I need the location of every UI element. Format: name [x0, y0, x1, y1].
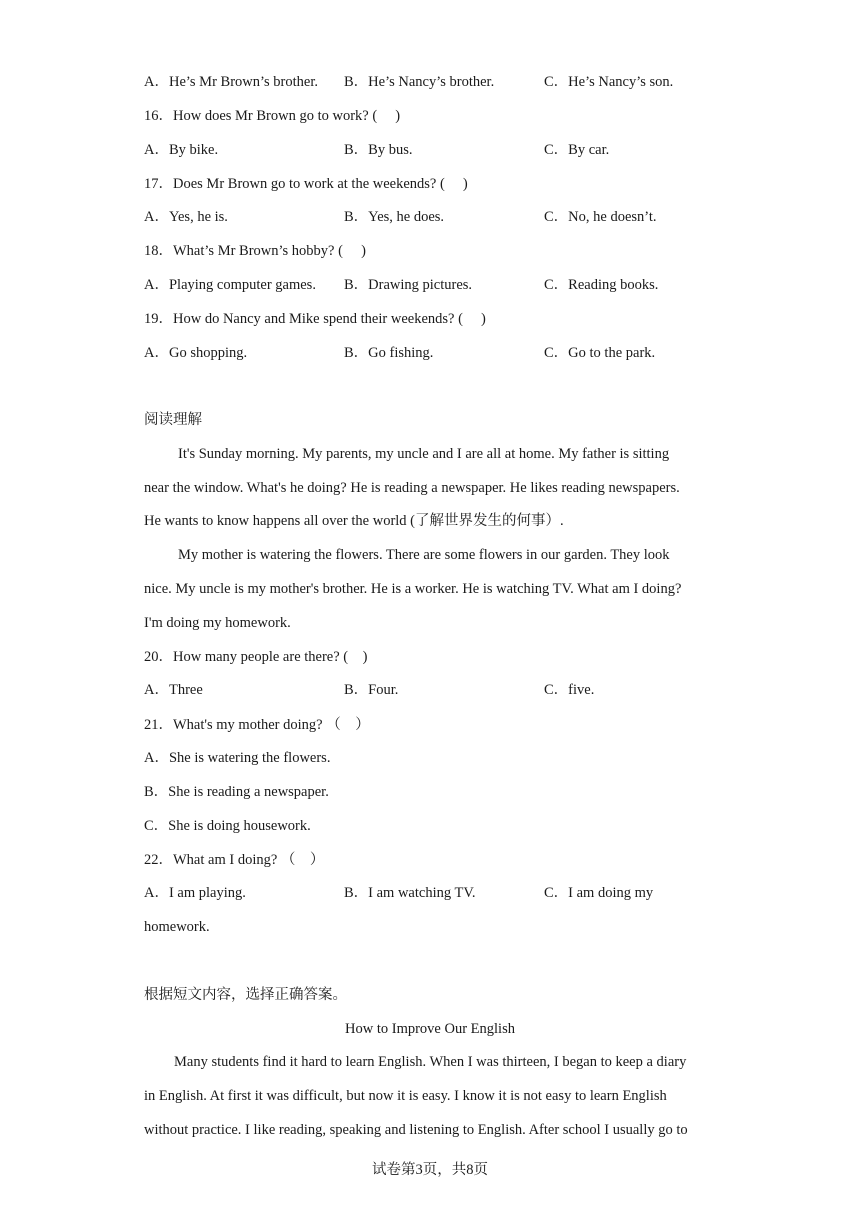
passage-line: without practice. I like reading, speaking and listening to English. After school I usually go to: [144, 1122, 688, 1138]
q18-option-c: C．Reading books.: [544, 277, 659, 293]
q22-option-c: C．I am doing my: [544, 885, 654, 901]
passage-line: My mother is watering the flowers. There are some flowers in our garden. They look: [178, 547, 670, 563]
q17-option-b: B．Yes, he does.: [344, 209, 445, 225]
q17-option-c: C．No, he doesn’t.: [544, 209, 657, 225]
q17-option-a: A．Yes, he is.: [144, 209, 228, 225]
q15-option-b: B．He’s Nancy’s brother.: [344, 74, 495, 90]
q18-option-a: A．Playing computer games.: [144, 277, 316, 293]
q21-stem: 21．What's my mother doing? （ ）: [144, 717, 370, 733]
passage-line: Many students find it hard to learn English. When I was thirteen, I began to keep a diary: [174, 1054, 687, 1070]
q16-option-a: A．By bike.: [144, 142, 219, 158]
q15-option-c: C．He’s Nancy’s son.: [544, 74, 674, 90]
q18-stem: 18．What’s Mr Brown’s hobby? ( ): [144, 243, 366, 259]
passage-line: nice. My uncle is my mother's brother. He is a worker. He is watching TV. What am I doing?: [144, 581, 682, 597]
q22-option-c-continued: homework.: [144, 919, 210, 935]
q22-option-b: B．I am watching TV.: [344, 885, 476, 901]
q16-option-b: B．By bus.: [344, 142, 413, 158]
passage-line: It's Sunday morning. My parents, my uncle and I are all at home. My father is sitting: [178, 446, 670, 462]
q19-option-b: B．Go fishing.: [344, 345, 434, 361]
section-heading: 根据短文内容，选择正确答案。: [144, 987, 347, 1003]
page-footer: 试卷第3页，共8页: [372, 1162, 488, 1178]
q22-stem: 22．What am I doing? （ ）: [144, 852, 325, 868]
passage-title: How to Improve Our English: [345, 1021, 515, 1037]
q21-option-c: C．She is doing housework.: [144, 818, 311, 834]
q18-option-b: B．Drawing pictures.: [344, 277, 473, 293]
q21-option-a: A．She is watering the flowers.: [144, 750, 331, 766]
q19-option-a: A．Go shopping.: [144, 345, 248, 361]
section-heading: 阅读理解: [144, 412, 202, 428]
q16-stem: 16．How does Mr Brown go to work? ( ): [144, 108, 401, 124]
q20-option-b: B．Four.: [344, 682, 399, 698]
q22-option-a: A．I am playing.: [144, 885, 246, 901]
q20-option-a: A．Three: [144, 682, 203, 698]
q21-option-b: B．She is reading a newspaper.: [144, 784, 329, 800]
passage-line: He wants to know happens all over the world (了解世界发生的何事）.: [144, 513, 564, 529]
passage-line: near the window. What's he doing? He is reading a newspaper. He likes reading newspapers.: [144, 480, 680, 496]
passage-line: I'm doing my homework.: [144, 615, 291, 631]
q20-stem: 20．How many people are there? ( ): [144, 649, 368, 665]
passage-line: in English. At first it was difficult, but now it is easy. I know it is not easy to learn English: [144, 1088, 667, 1104]
q15-option-a: A．He’s Mr Brown’s brother.: [144, 74, 318, 90]
q16-option-c: C．By car.: [544, 142, 610, 158]
q19-option-c: C．Go to the park.: [544, 345, 656, 361]
q17-stem: 17．Does Mr Brown go to work at the weekends? ( ): [144, 176, 468, 192]
q20-option-c: C．five.: [544, 682, 595, 698]
q19-stem: 19．How do Nancy and Mike spend their weekends? ( ): [144, 311, 486, 327]
